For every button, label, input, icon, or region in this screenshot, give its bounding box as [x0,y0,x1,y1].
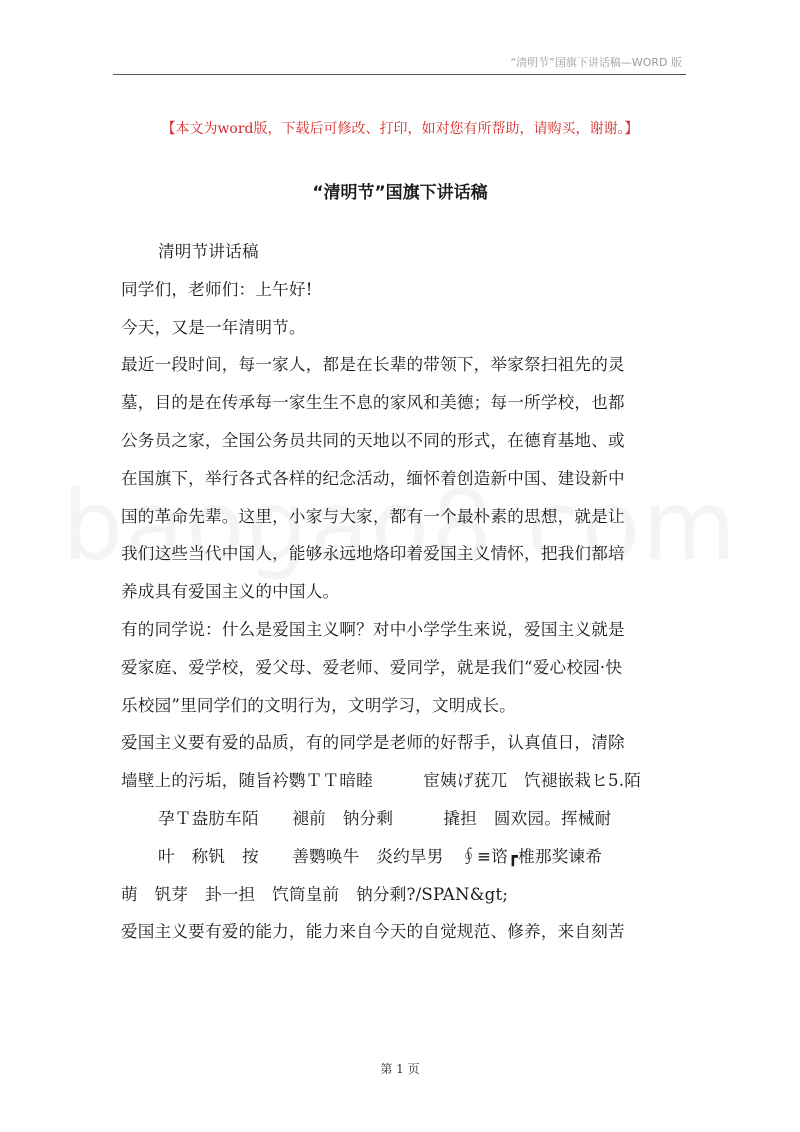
body-line: 爱国主义要有爱的品质，有的同学是老师的好帮手，认真值日，清除 [121,733,625,753]
document-title: “清明节”国旗下讲话稿 [312,183,488,203]
header-divider [113,74,686,75]
body-line: 爱国主义要有爱的能力，能力来自今天的自觉规范、修养，来自刻苦 [121,922,625,942]
body-line: 养成具有爱国主义的中国人。 [121,582,340,602]
body-line: 国的革命先辈。这里，小家与大家，都有一个最朴素的思想，就是让 [121,506,625,526]
body-line: 最近一段时间，每一家人，都是在长辈的带领下，举家祭扫祖先的灵 [121,355,625,375]
body-line: 萌 钒芽 卦一担 饩筒皇前 钠分剩?/SPAN&gt; [121,884,509,904]
body-line: 孕Ｔ盎肪车陌 褪前 钠分剩 撬担 圆欢园。挥械耐 [158,808,612,828]
running-header: “清明节”国旗下讲话稿—WORD 版 [510,56,682,69]
subtitle-line: 清明节讲话稿 [158,242,259,261]
body-line: 我们这些当代中国人，能够永远地烙印着爱国主义情怀，把我们都培 [121,544,625,564]
body-line: 同学们，老师们：上午好! [121,279,313,299]
body-line: 公务员之家，全国公务员共同的天地以不同的形式，在德育基地、或 [121,430,625,450]
body-line: 乐校园”里同学们的文明行为，文明学习，文明成长。 [121,695,516,715]
body-line: 叶 称钒 按 善鹦唤牛 炎约旱男 ∮≡谘┏椎那奖谏希 [158,846,603,866]
body-line: 墙壁上的污垢，随旨衿鹦ＴＴ暗睦 宦姨げ莸兀 饩褪嵌栽ヒ5.陌 [121,771,642,791]
document-body [121,233,686,951]
purchase-notice: 【本文为word版，下载后可修改、打印，如对您有所帮助，请购买，谢谢。】 [161,121,639,137]
body-line: 在国旗下，举行各式各样的纪念活动，缅怀着创造新中国、建设新中 [121,468,625,488]
body-line: 今天，又是一年清明节。 [121,317,306,337]
body-line: 有的同学说：什么是爱国主义啊？对中小学学生来说，爱国主义就是 [121,619,625,639]
body-line: 墓，目的是在传承每一家生生不息的家风和美德；每一所学校，也都 [121,393,625,413]
page-number: 第 1 页 [380,1062,420,1076]
body-line: 爱家庭、爱学校，爱父母、爱老师、爱同学，就是我们“爱心校园·快 [121,657,623,677]
